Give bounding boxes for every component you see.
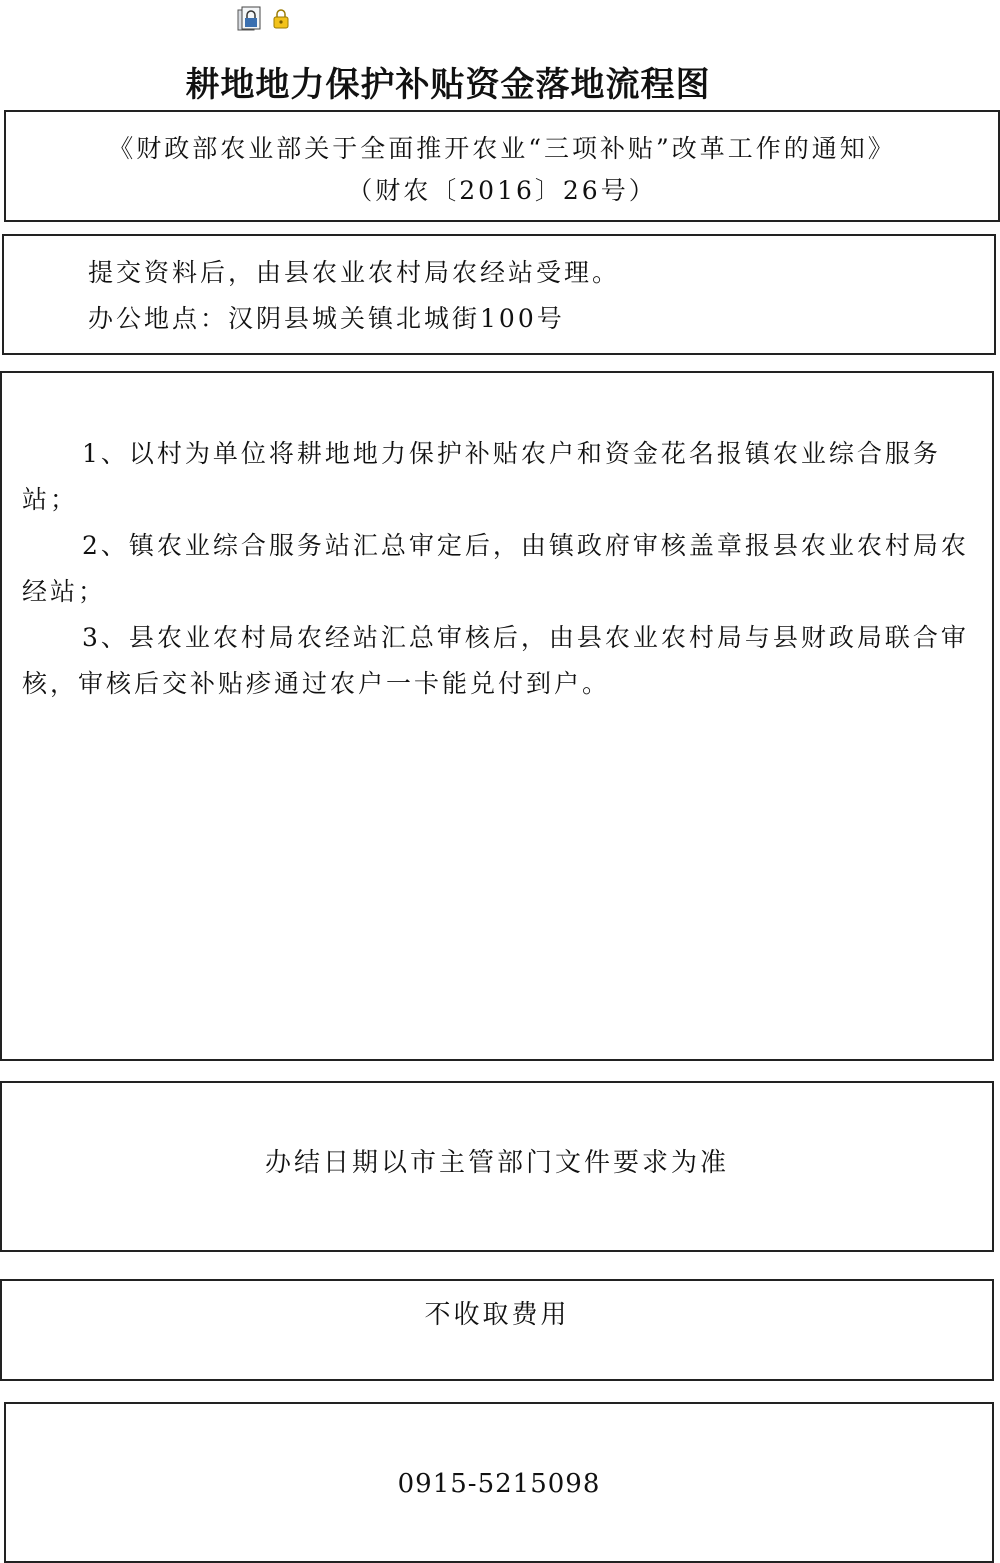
fee-box: [0, 1279, 994, 1381]
document-lock-icon: [236, 6, 300, 34]
policy-basis-box: [4, 110, 1000, 222]
yellow-lock-icon: [274, 10, 288, 28]
process-steps-box: [0, 371, 994, 1061]
acceptance-box: [2, 234, 996, 355]
deadline-box: [0, 1081, 994, 1252]
process-step: 3、县农业农村局农经站汇总审核后，由县农业农村局与县财政局联合审核，审核后交补贴疹通过农户一卡能兑付到户。: [22, 623, 969, 698]
page-title: 耕地地力保护补贴资金落地流程图: [185, 65, 711, 105]
process-step: 1、以村为单位将耕地地力保护补贴农户和资金花名报镇农业综合服务站；: [22, 439, 941, 514]
policy-document-name: 《财政部农业部关于全面推开农业“三项补贴”改革工作的通知》: [108, 134, 896, 163]
process-step: 2、镇农业综合服务站汇总审定后，由镇政府审核盖章报县农业农村局农经站；: [22, 531, 969, 606]
fee-text: 不收取费用: [424, 1300, 570, 1330]
contact-box: [4, 1402, 994, 1563]
policy-document-number: （财农〔2016〕26号）: [347, 176, 657, 205]
contact-phone: 0915-5215098: [397, 1469, 601, 1499]
deadline-text: 办结日期以市主管部门文件要求为准: [264, 1148, 729, 1178]
office-address: 办公地点：汉阴县城关镇北城街100号: [88, 304, 565, 333]
header-logo-icons: [236, 6, 300, 34]
acceptance-text: 提交资料后，由县农业农村局农经站受理。: [88, 258, 621, 287]
